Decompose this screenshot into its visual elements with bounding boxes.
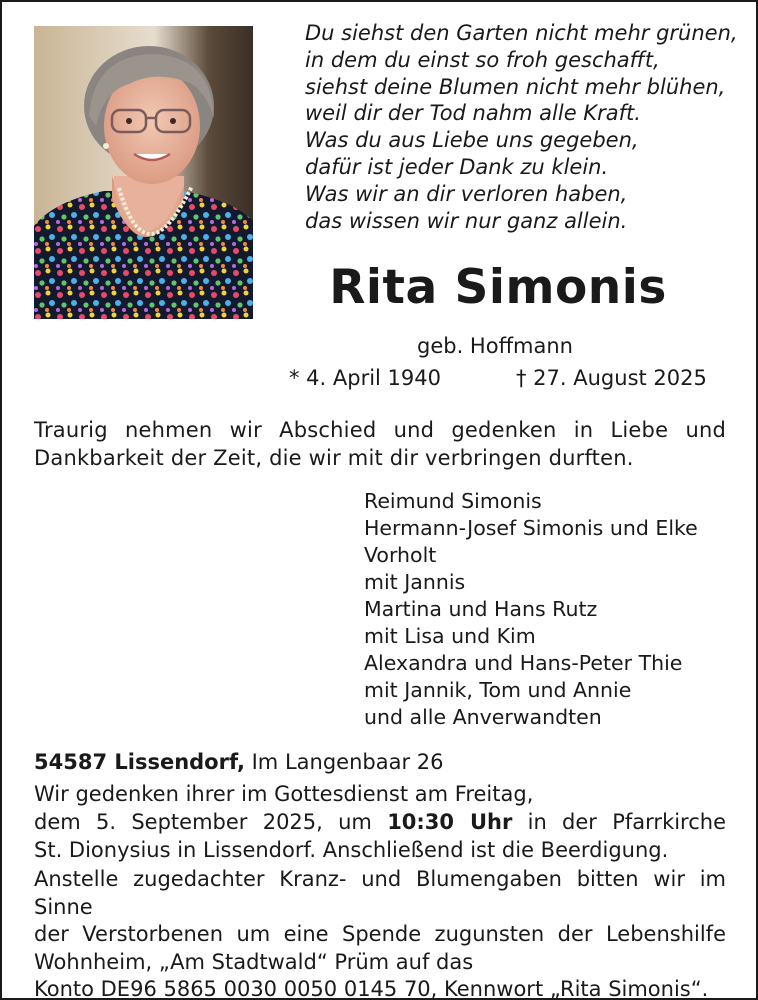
service-line: Wir gedenken ihrer im Gottesdienst am Freitag, [34, 782, 534, 806]
maiden-name: geb. Hoffmann [417, 334, 573, 358]
service-date-text: dem 5. September 2025, um [34, 810, 388, 834]
poem-line: Was du aus Liebe uns gegeben, [305, 128, 639, 153]
donation-line: der Verstorbenen um eine Spende zugunsten der Lebenshilfe [34, 922, 726, 946]
poem-line: in dem du einst so froh geschafft, [305, 47, 660, 72]
poem-line: weil dir der Tod nahm alle Kraft. [305, 101, 641, 126]
family-address [34, 748, 443, 776]
deceased-name: Rita Simonis [329, 260, 667, 315]
mourner-line: mit Lisa und Kim [364, 624, 536, 648]
service-line [34, 808, 726, 836]
service-line: St. Dionysius in Lissendorf. Anschließend ist die Beerdigung. [34, 838, 669, 862]
mourner-line: Vorholt [364, 543, 437, 567]
mourner-line: mit Jannis [364, 570, 466, 594]
donation-line: Konto DE96 5865 0030 0050 0145 70, Kennwort „Rita Simonis“. [34, 977, 709, 1000]
farewell-text: Traurig nehmen wir Abschied und gedenken in Liebe und Dankbarkeit der Zeit, die wir mit dir verbringen durften. [34, 418, 726, 470]
mourner-line: Martina und Hans Rutz [364, 597, 598, 621]
mourner-line: Reimund Simonis [364, 489, 542, 513]
poem-line: dafür ist jeder Dank zu klein. [305, 154, 609, 179]
donation-line: Wohnheim, „Am Stadtwald“ Prüm auf das [34, 949, 474, 974]
poem-line: das wissen wir nur ganz allein. [305, 208, 628, 233]
death-date: † 27. August 2025 [516, 366, 707, 390]
mourners-list [364, 488, 734, 731]
mourner-line: Alexandra und Hans-Peter Thie [364, 651, 683, 675]
birth-date: * 4. April 1940 [289, 366, 442, 390]
mourner-line: Hermann-Josef Simonis und Elke [364, 516, 698, 540]
funeral-service-info [34, 780, 726, 864]
portrait-illustration [34, 26, 253, 319]
poem-line: Was wir an dir verloren haben, [305, 181, 628, 206]
service-time: 10:30 Uhr [387, 810, 513, 834]
address-street: Im Langenbaar 26 [244, 750, 444, 774]
address-place: 54587 Lissendorf, [34, 750, 245, 774]
donation-line: Anstelle zugedachter Kranz- und Blumengaben bitten wir im Sinne [34, 867, 726, 919]
portrait-photo [34, 26, 253, 319]
mourner-line: und alle Anverwandten [364, 705, 602, 729]
service-location-text: in der Pfarrkirche [512, 810, 727, 834]
poem-line: Du siehst den Garten nicht mehr grünen, [305, 21, 738, 45]
memorial-poem [305, 20, 745, 234]
mourner-line: mit Jannik, Tom und Annie [364, 678, 632, 702]
donation-request [34, 866, 726, 1000]
poem-line: siehst deine Blumen nicht mehr blühen, [305, 74, 726, 99]
